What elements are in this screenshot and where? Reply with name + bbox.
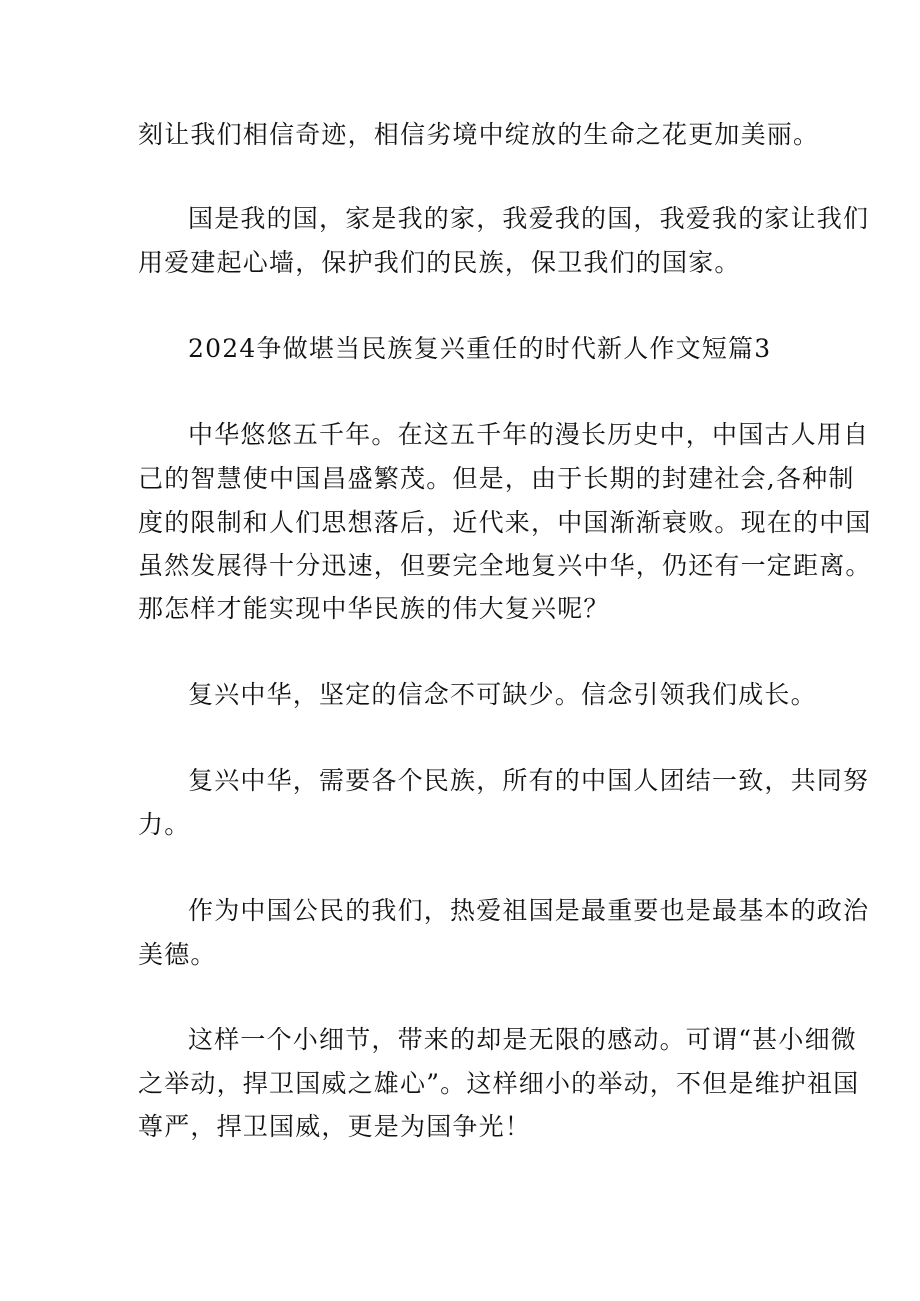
paragraph-line: 国是我的国，家是我的家，我爱我的国，我爱我的家让我们 <box>188 204 870 233</box>
paragraph-line: 这样一个小细节，带来的却是无限的感动。可谓“甚小细微 <box>188 1025 857 1054</box>
paragraph-line: 度的限制和人们思想落后，近代来，中国渐渐衰败。现在的中国 <box>138 508 872 537</box>
paragraph-line: 美德。 <box>138 940 217 969</box>
paragraph-line: 力。 <box>138 810 191 839</box>
paragraph-line: 之举动，捍卫国威之雄心”。这样细小的举动，不但是维护祖国 <box>138 1069 860 1098</box>
paragraph-line: 刻让我们相信奇迹，相信劣境中绽放的生命之花更加美丽。 <box>138 120 820 149</box>
paragraph-line: 作为中国公民的我们，热爱祖国是最重要也是最基本的政治 <box>188 896 870 925</box>
paragraph-line: 那怎样才能实现中华民族的伟大复兴呢？ <box>138 594 610 623</box>
paragraph-line: 尊严，捍卫国威，更是为国争光！ <box>138 1112 532 1141</box>
paragraph-line: 复兴中华，坚定的信念不可缺少。信念引领我们成长。 <box>188 680 817 709</box>
paragraph-line: 己的智慧使中国昌盛繁茂。但是，由于长期的封建社会,各种制 <box>138 464 855 493</box>
paragraph-line: 虽然发展得十分迅速，但要完全地复兴中华，仍还有一定距离。 <box>138 551 872 580</box>
section-heading: 2024争做堪当民族复兴重任的时代新人作文短篇3 <box>188 334 772 363</box>
paragraph-line: 复兴中华，需要各个民族，所有的中国人团结一致，共同努 <box>188 766 870 795</box>
paragraph-line: 用爱建起心墙，保护我们的民族，保卫我们的国家。 <box>138 248 741 277</box>
paragraph-line: 中华悠悠五千年。在这五千年的漫长历史中，中国古人用自 <box>188 420 870 449</box>
